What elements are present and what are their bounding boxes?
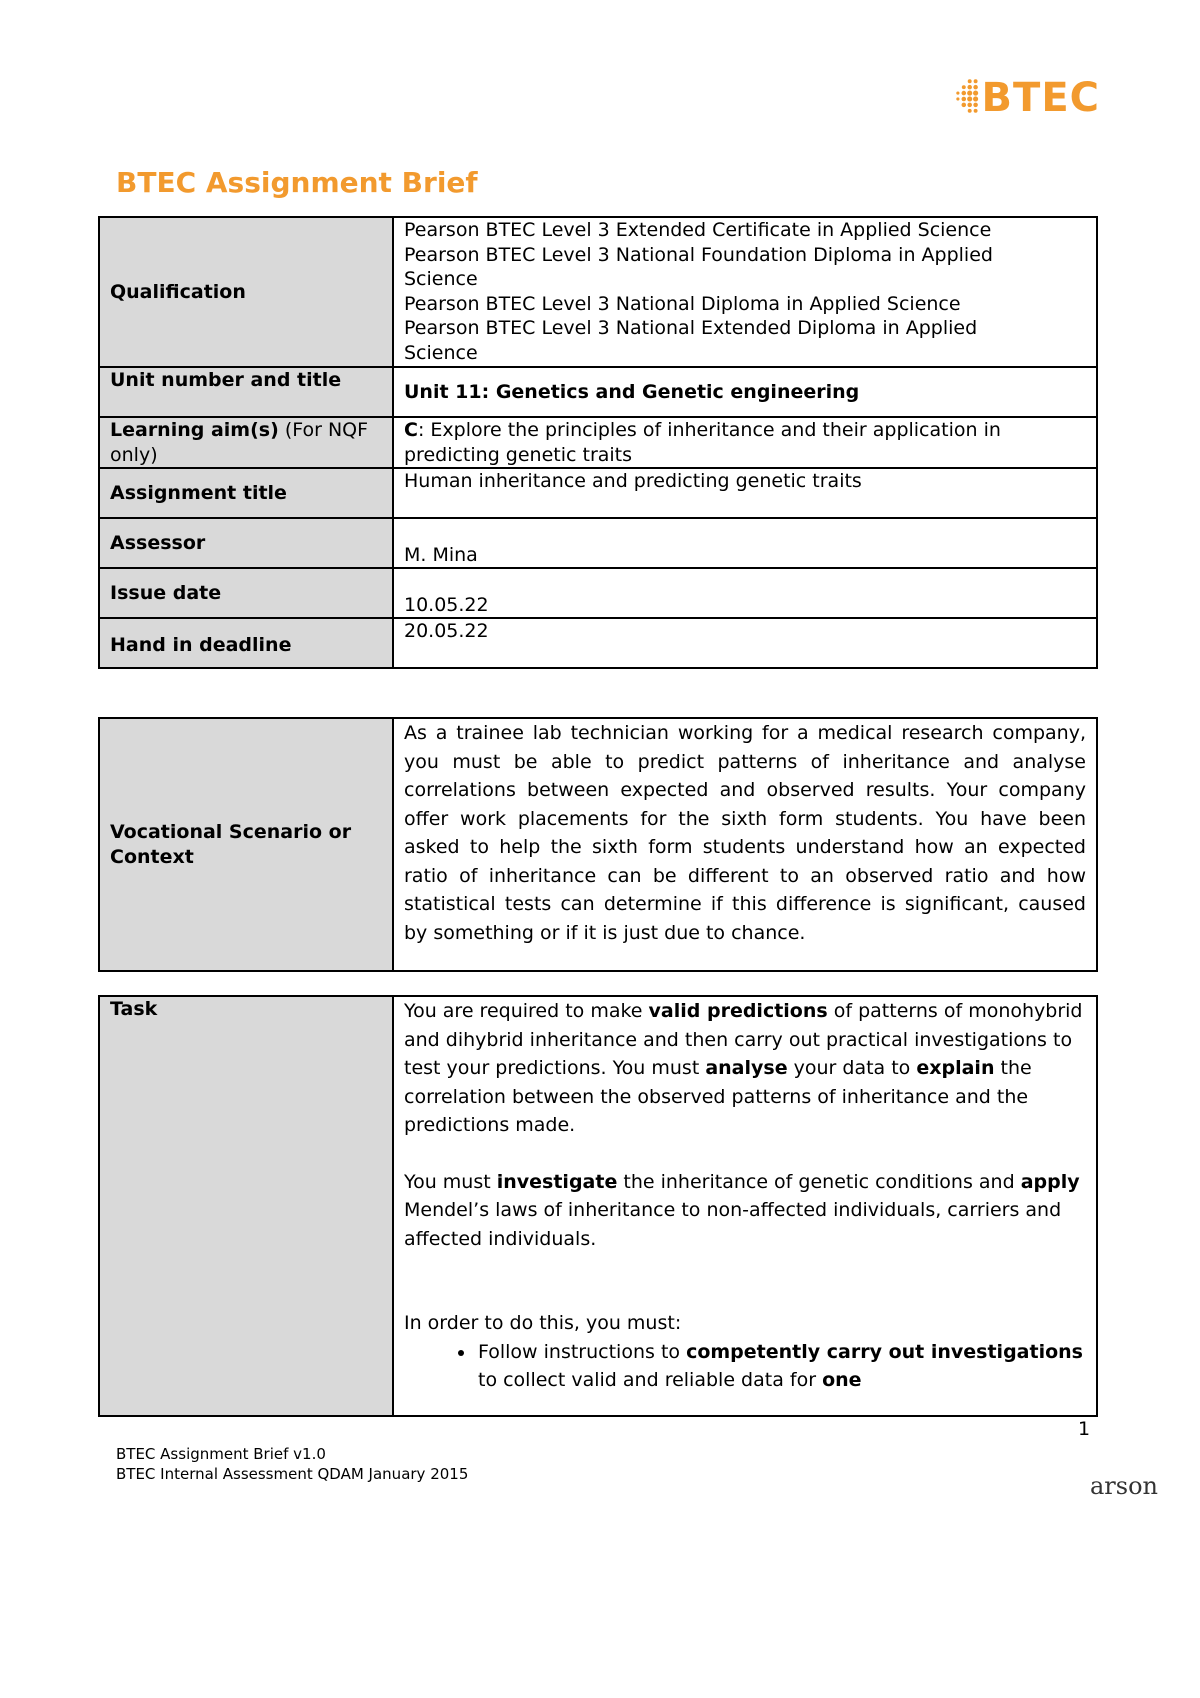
- footer-line: BTEC Assignment Brief v1.0: [116, 1445, 326, 1463]
- scenario-label: Vocational Scenario or Context: [99, 718, 393, 971]
- deadline-label: Hand in deadline: [99, 618, 393, 668]
- assignment-title-label: Assignment title: [99, 468, 393, 518]
- qualification-line: Pearson BTEC Level 3 Extended Certificate in Applied Science: [404, 219, 992, 241]
- deadline-value: 20.05.22: [393, 618, 1097, 668]
- page-footer: [116, 1444, 468, 1484]
- issue-date-label: Issue date: [99, 568, 393, 618]
- issue-date-value: 10.05.22: [393, 568, 1097, 618]
- btec-logo: [950, 72, 1100, 124]
- assignment-title-row: [99, 468, 1097, 518]
- task-content: [393, 996, 1097, 1416]
- footer-line: BTEC Internal Assessment QDAM January 2015: [116, 1465, 469, 1483]
- learning-aims-value: [393, 417, 1097, 468]
- qualification-line: Science: [404, 341, 478, 364]
- assignment-title-value: Human inheritance and predicting genetic traits: [393, 468, 1097, 518]
- scenario-text: As a trainee lab technician working for a medical research company, you must be able to predict patterns of inheritance and analyse correlations between expected and observed results. Your company offer work placements for the sixth form students. You have been asked to help the sixth form students understand how an expected ratio of inheritance can be different to an observed ratio and how statistical tests can determine if this difference is significant, caused by something or if it is just due to chance.: [393, 718, 1097, 971]
- unit-row: [99, 367, 1097, 417]
- qualification-line: Science: [404, 268, 478, 290]
- learning-aim-code: C: [404, 419, 418, 441]
- assessor-value: M. Mina: [393, 518, 1097, 568]
- task-row: [99, 996, 1097, 1416]
- task-instruction-intro: In order to do this, you must:: [404, 1312, 682, 1334]
- task-paragraph: You must investigate the inheritance of genetic conditions and apply Mendel’s laws of inheritance to non-affected individuals, carriers and affected individuals.: [404, 1170, 1080, 1250]
- page-number: 1: [1078, 1418, 1091, 1440]
- scenario-table: [98, 717, 1098, 972]
- page-title: BTEC Assignment Brief: [116, 166, 478, 199]
- unit-value: Unit 11: Genetics and Genetic engineering: [393, 367, 1097, 417]
- learning-aim-text: : Explore the principles of inheritance and their application in predicting genetic traits: [404, 419, 1001, 466]
- qualification-line: Pearson BTEC Level 3 National Foundation Diploma in Applied: [404, 243, 993, 266]
- qualification-value: [393, 217, 1097, 367]
- qualification-label: Qualification: [99, 217, 393, 367]
- brief-details-table: [98, 216, 1098, 669]
- qualification-row: [99, 217, 1097, 367]
- logo-wordmark: BTEC: [981, 75, 1100, 121]
- assessor-row: [99, 518, 1097, 568]
- task-bullet-list: [404, 1338, 1086, 1395]
- qualification-line: Pearson BTEC Level 3 National Diploma in Applied Science: [404, 292, 961, 315]
- learning-aims-row: [99, 417, 1097, 468]
- task-label: Task: [99, 996, 393, 1416]
- issue-date-row: [99, 568, 1097, 618]
- scenario-row: [99, 718, 1097, 971]
- assessor-label: Assessor: [99, 518, 393, 568]
- task-table: [98, 995, 1098, 1417]
- publisher-logo-fragment: arson: [1090, 1472, 1159, 1500]
- learning-aims-label: [99, 417, 393, 468]
- learning-aims-note: (For NQF only): [110, 419, 369, 466]
- unit-label: Unit number and title: [99, 367, 393, 417]
- qualification-line: Pearson BTEC Level 3 National Extended Diploma in Applied: [404, 317, 978, 339]
- task-paragraph: You are required to make valid predictions of patterns of monohybrid and dihybrid inheritance and then carry out practical investigations to test your predictions. You must analyse your data to explain the correlation between the observed patterns of inheritance and the predictions made.: [404, 1000, 1083, 1136]
- list-item: • Follow instructions to competently carry out investigations to collect valid and reliable data for one: [476, 1338, 1086, 1395]
- learning-aims-label-text: Learning aim(s): [110, 419, 279, 441]
- deadline-row: [99, 618, 1097, 668]
- logo-dots-icon: [950, 77, 980, 119]
